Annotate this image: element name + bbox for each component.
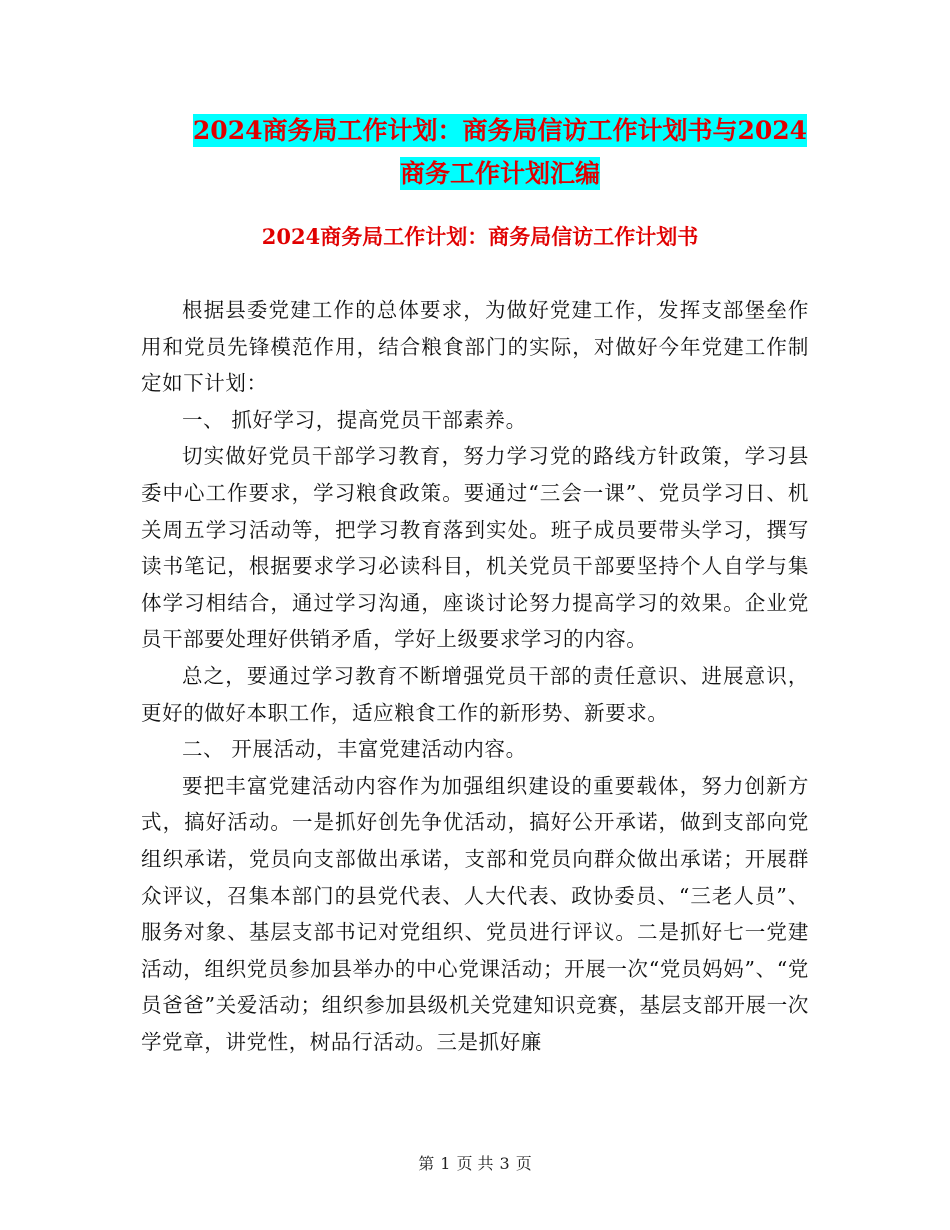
footer-suffix: 页 <box>515 1154 532 1173</box>
document-title-text-2: 商务工作计划汇编 <box>399 159 600 188</box>
section-heading: 2024商务局工作计划：商务局信访工作计划书 <box>261 224 699 249</box>
document-body <box>141 292 809 1060</box>
page-footer <box>0 1152 950 1176</box>
document-title-line-1 <box>140 110 860 152</box>
footer-total-pages: 3 <box>499 1154 510 1173</box>
footer-mid: 页 共 <box>456 1154 494 1173</box>
paragraph-heading-2: 二、 开展活动，丰富党建活动内容。 <box>182 737 527 762</box>
document-title-line-2 <box>140 153 860 195</box>
paragraph-intro: 根据县委党建工作的总体要求，为做好党建工作，发挥支部堡垒作用和党员先锋模范作用，结合粮食部门的实际，对做好今年党建工作制定如下计划： <box>141 298 809 396</box>
document-title-text-1: 2024商务局工作计划：商务局信访工作计划书与2024 <box>192 116 808 145</box>
paragraph-activities: 要把丰富党建活动内容作为加强组织建设的重要载体，努力创新方式，搞好活动。一是抓好创先争优活动，搞好公开承诺，做到支部向党组织承诺，党员向支部做出承诺，支部和党员向群众做出承诺；开展群众评议，召集本部门的县党代表、人大代表、政协委员、“三老人员”、服务对象、基层支部书记对党组织、党员进行评议。二是抓好七一党建活动，组织党员参加县举办的中心党课活动；开展一次“党员妈妈”、“党员爸爸”关爱活动；组织参加县级机关党建知识竞赛，基层支部开展一次学党章，讲党性，树品行活动。三是抓好廉 <box>141 773 809 1054</box>
paragraph-study: 切实做好党员干部学习教育，努力学习党的路线方针政策，学习县委中心工作要求，学习粮食政策。要通过“三会一课”、党员学习日、机关周五学习活动等，把学习教育落到实处。班子成员要带头学习，撰写读书笔记，根据要求学习必读科目，机关党员干部要坚持个人自学与集体学习相结合，通过学习沟通，座谈讨论努力提高学习的效果。企业党员干部要处理好供销矛盾，学好上级要求学习的内容。 <box>141 444 809 652</box>
paragraph-summary: 总之，要通过学习教育不断增强党员干部的责任意识、进展意识，更好的做好本职工作，适应粮食工作的新形势、新要求。 <box>141 663 809 725</box>
paragraph-heading-1: 一、 抓好学习，提高党员干部素养。 <box>182 407 527 432</box>
footer-prefix: 第 <box>418 1154 435 1173</box>
footer-current-page: 1 <box>440 1154 451 1173</box>
